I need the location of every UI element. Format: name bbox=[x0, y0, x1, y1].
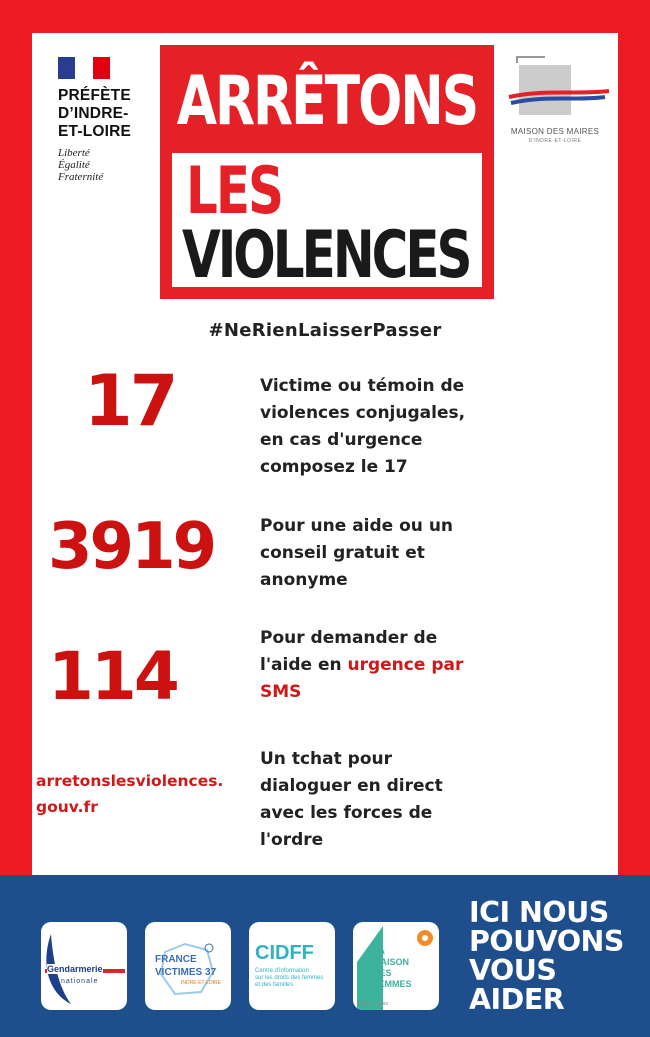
maison-des-maires-sub: D'INDRE-ET-LOIRE bbox=[528, 138, 582, 144]
description-17: Victime ou témoin de violences conjugales, en cas d'urgence composez le 17 bbox=[260, 376, 466, 477]
france-victimes-logo: FRANCE VICTIMES 37 INDRE-ET-LOIRE bbox=[145, 922, 231, 1010]
republic-motto: Liberté Égalité Fraternité bbox=[58, 147, 104, 183]
description-114: Pour demander de l'aide en urgence par SMS bbox=[260, 628, 464, 702]
help-slogan: ICI NOUS POUVONS VOUS AIDER bbox=[469, 896, 624, 1016]
description-chat: Un tchat pour dialoguer en direct avec les forces de l'ordre bbox=[260, 749, 443, 850]
maison-des-maires-icon bbox=[505, 55, 615, 125]
gendarmerie-logo: Gendarmerie nationale bbox=[41, 922, 127, 1010]
website-link[interactable]: arretonslesviolences. gouv.fr bbox=[36, 772, 224, 816]
marianne-flag-icon bbox=[58, 57, 110, 79]
cidff-logo: CIDFF Centre d'information sur les droits des femmes et des familles bbox=[249, 922, 335, 1010]
prefecture-logo bbox=[58, 57, 158, 183]
description-3919: Pour une aide ou un conseil gratuit et anonyme bbox=[260, 516, 454, 590]
prefecture-name: PRÉFÈTE D’INDRE- ET-LOIRE bbox=[58, 87, 132, 140]
maison-des-maires-logo bbox=[505, 55, 615, 155]
helpline-number-3919: 3919 bbox=[48, 510, 215, 584]
campaign-title bbox=[160, 45, 494, 299]
title-line-2: LES bbox=[186, 153, 283, 229]
emergency-number-17: 17 bbox=[84, 360, 176, 442]
title-line-1: ARRÊTONS bbox=[176, 63, 478, 141]
sms-number-114: 114 bbox=[48, 638, 177, 715]
maison-des-maires-name: MAISON DES MAIRES bbox=[510, 127, 600, 136]
france-map-icon bbox=[145, 922, 231, 1010]
maison-des-femmes-logo: LA MAISON DES FEMMES CHRU - Tours bbox=[353, 922, 439, 1010]
hashtag: #NeRienLaisserPasser bbox=[208, 320, 442, 341]
title-line-3: VIOLENCES bbox=[182, 217, 470, 293]
